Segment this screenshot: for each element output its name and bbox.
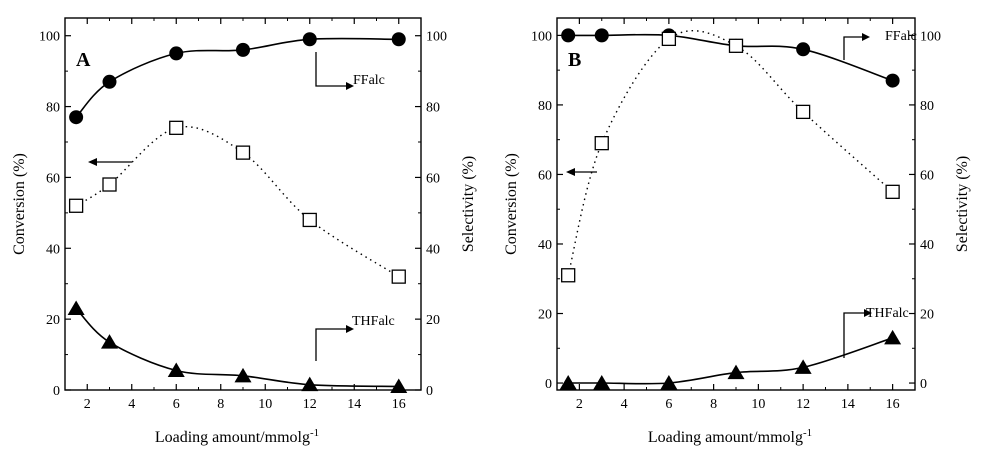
data-point-square (562, 269, 575, 282)
x-tick-label: 4 (620, 397, 628, 412)
data-point-square (70, 199, 83, 212)
y-axis-label-right: Selectivity (%) (460, 155, 477, 253)
data-point-triangle (168, 363, 185, 378)
y-tick-label-left: 100 (39, 29, 60, 45)
chart-panel-b (503, 18, 971, 446)
x-axis-label-superscript: -1 (802, 427, 813, 439)
data-point-square (797, 105, 810, 118)
annotation-label: FFalc (353, 73, 385, 88)
y-tick-label-right: 0 (920, 377, 927, 393)
x-tick-label: 6 (172, 397, 180, 412)
data-point-circle (886, 74, 900, 88)
data-point-square (392, 270, 405, 283)
annotation-label: FFalc (885, 29, 917, 44)
x-tick-label: 12 (302, 397, 317, 412)
data-point-square (237, 146, 250, 159)
data-point-triangle (884, 330, 901, 345)
x-axis-label-text: Loading amount/mmolg (154, 429, 310, 446)
data-point-circle (103, 75, 117, 89)
y-tick-label-right: 60 (920, 168, 934, 184)
x-axis-label (155, 427, 319, 446)
data-point-square (303, 213, 316, 226)
data-point-square (595, 137, 608, 150)
x-tick-label: 10 (258, 397, 273, 412)
x-axis-label-text: Loading amount/mmolg (647, 429, 803, 446)
y-tick-label-left: 60 (46, 171, 60, 187)
x-tick-label: 14 (840, 397, 855, 412)
data-point-triangle (101, 334, 118, 349)
x-tick-label: 14 (347, 397, 362, 412)
data-point-circle (392, 32, 406, 46)
x-tick-label: 4 (128, 397, 136, 412)
panel-label: B (568, 49, 582, 71)
data-point-circle (236, 43, 250, 57)
y-tick-label-left: 20 (538, 307, 552, 323)
y-tick-label-left: 80 (46, 100, 60, 116)
chart-panel-a (11, 18, 477, 446)
y-axis-label-left: Conversion (%) (11, 153, 28, 255)
y-tick-label-left: 40 (538, 237, 552, 253)
annotation-arrow-line (844, 37, 862, 60)
y-tick-label-right: 100 (920, 29, 941, 45)
data-point-square (170, 121, 183, 134)
annotation-arrowhead (566, 168, 575, 176)
data-point-square (662, 32, 675, 45)
y-tick-label-right: 80 (920, 98, 934, 114)
y-tick-label-right: 100 (426, 29, 447, 45)
y-tick-label-left: 20 (46, 313, 60, 329)
data-point-circle (561, 28, 575, 42)
y-axis-label-right: Selectivity (%) (954, 155, 971, 253)
x-tick-label: 12 (796, 397, 811, 412)
y-tick-label-right: 20 (426, 313, 440, 329)
x-axis-label (648, 427, 812, 446)
x-tick-label: 2 (83, 397, 91, 412)
x-tick-label: 8 (217, 397, 225, 412)
x-tick-label: 16 (391, 397, 406, 412)
annotation-arrowhead (88, 158, 97, 166)
x-tick-label: 8 (710, 397, 718, 412)
annotation-label: THFalc (866, 306, 909, 321)
data-point-circle (796, 42, 810, 56)
y-tick-label-right: 40 (920, 237, 934, 253)
y-tick-label-right: 20 (920, 307, 934, 323)
y-tick-label-left: 0 (53, 384, 60, 399)
y-tick-label-right: 80 (426, 100, 440, 116)
annotation-arrowhead (862, 33, 870, 41)
data-point-circle (169, 46, 183, 60)
x-tick-label: 16 (885, 397, 900, 412)
data-point-square (886, 185, 899, 198)
annotation-label: THFalc (352, 314, 395, 329)
x-tick-label: 6 (665, 397, 673, 412)
annotation-arrow-line (316, 329, 346, 361)
annotation-arrow-line (316, 52, 346, 86)
series-curve-2 (76, 309, 399, 387)
data-point-circle (69, 110, 83, 124)
data-point-circle (303, 32, 317, 46)
y-tick-label-left: 0 (545, 377, 552, 393)
y-tick-label-right: 60 (426, 171, 440, 187)
y-tick-label-left: 40 (46, 242, 60, 258)
data-point-circle (595, 28, 609, 42)
x-axis-label-superscript: -1 (309, 427, 320, 439)
plot-frame (557, 18, 915, 390)
data-point-square (730, 39, 743, 52)
y-axis-label-left: Conversion (%) (503, 153, 520, 255)
data-point-triangle (68, 301, 85, 316)
data-point-square (103, 178, 116, 191)
x-tick-label: 10 (751, 397, 766, 412)
y-tick-label-left: 60 (538, 168, 552, 184)
y-tick-label-left: 100 (531, 29, 552, 45)
y-tick-label-right: 0 (426, 384, 433, 399)
y-tick-label-right: 40 (426, 242, 440, 258)
x-tick-label: 2 (575, 397, 583, 412)
y-tick-label-left: 80 (538, 98, 552, 114)
panel-label: A (76, 49, 91, 71)
series-curve-1 (568, 31, 892, 276)
